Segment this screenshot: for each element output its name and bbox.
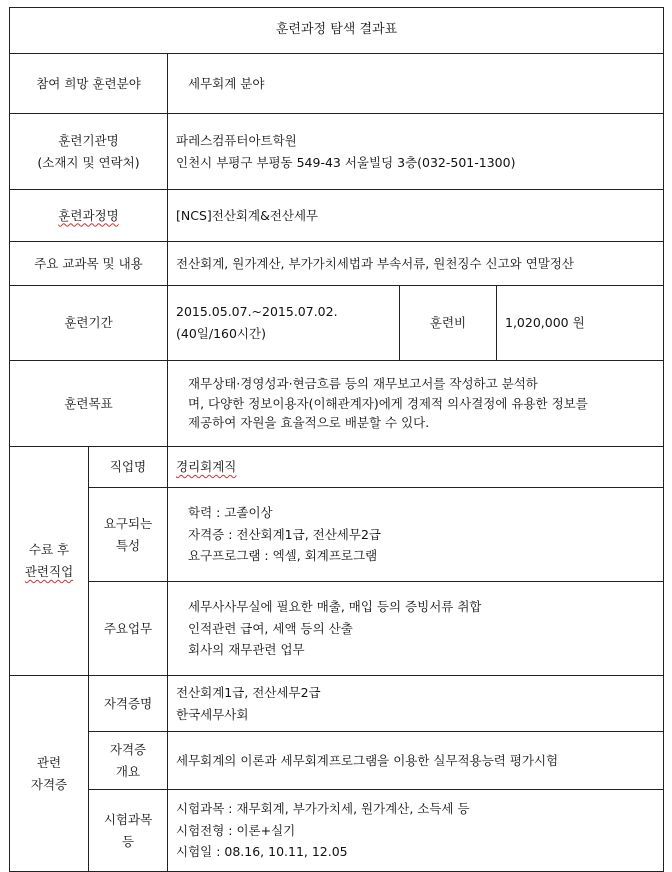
cert-label: 자격증명 bbox=[89, 676, 168, 732]
institute-label bbox=[10, 114, 168, 190]
cert-value bbox=[168, 676, 664, 732]
period-label: 훈련기간 bbox=[10, 286, 168, 361]
period-dates: 2015.05.07.~2015.07.02. bbox=[176, 304, 338, 320]
req-label bbox=[89, 488, 168, 582]
institute-label-line1: 훈련기관명 bbox=[58, 132, 119, 148]
duties-value bbox=[168, 582, 664, 676]
period-value bbox=[168, 286, 400, 361]
job-name-label: 직업명 bbox=[89, 447, 168, 488]
goal-value bbox=[168, 361, 664, 447]
institute-label-line2: (소재지 및 연락처) bbox=[37, 154, 140, 170]
course-label bbox=[10, 190, 168, 242]
training-course-result-table bbox=[9, 7, 664, 872]
institute-address: 인천시 부평구 부평동 549-43 서울빌딩 3층(032-501-1300) bbox=[176, 154, 516, 170]
certs-group-line1: 관련 bbox=[36, 754, 62, 770]
jobs-group-line1: 수료 후 bbox=[28, 542, 70, 558]
institute-value bbox=[168, 114, 664, 190]
exam-label-line2: 등 bbox=[121, 833, 135, 849]
fee-value: 1,020,000 원 bbox=[497, 286, 664, 361]
exam-line2: 시험전형 : 이론+실기 bbox=[176, 822, 296, 838]
exam-value bbox=[168, 790, 664, 872]
goal-line1: 재무상태·경영성과·현금흐름 등의 재무보고서를 작성하고 분석하 bbox=[188, 376, 538, 392]
cert-line2: 한국세무사회 bbox=[176, 706, 249, 722]
certs-group-line2: 자격증 bbox=[30, 776, 68, 792]
duties-line2: 인적관련 급여, 세액 등의 산출 bbox=[188, 620, 353, 636]
course-label-text: 훈련과정명 bbox=[58, 207, 119, 223]
fee-label: 훈련비 bbox=[400, 286, 497, 361]
period-duration: (40일/160시간) bbox=[176, 326, 266, 341]
cert-line1: 전산회계1급, 전산세무2급 bbox=[176, 684, 321, 700]
exam-line3: 시험일 : 08.16, 10.11, 12.05 bbox=[176, 844, 348, 860]
jobs-group-line2: 관련직업 bbox=[24, 564, 74, 579]
duties-line3: 회사의 재무관련 업무 bbox=[188, 642, 305, 658]
job-name-value: 경리회계직 bbox=[168, 447, 664, 488]
exam-label bbox=[89, 790, 168, 872]
certs-group-label bbox=[10, 676, 89, 872]
goal-line3: 제공하여 자원을 효율적으로 배분할 수 있다. bbox=[188, 415, 430, 431]
exam-line1: 시험과목 : 재무회계, 부가가치세, 원가계산, 소득세 등 bbox=[176, 800, 470, 816]
req-line2: 자격증 : 전산회계1급, 전산세무2급 bbox=[188, 526, 381, 542]
overview-label-line2: 개요 bbox=[115, 763, 141, 779]
subjects-value: 전산회계, 원가계산, 부가가치세법과 부속서류, 원천징수 신고와 연말정산 bbox=[168, 242, 664, 286]
course-value: [NCS]전산회계&전산세무 bbox=[168, 190, 664, 242]
overview-value: 세무회계의 이론과 세무회계프로그램을 이용한 실무적용능력 평가시험 bbox=[168, 732, 664, 790]
req-line3: 요구프로그램 : 엑셀, 회계프로그램 bbox=[188, 548, 378, 564]
document-title: 훈련과정 탐색 결과표 bbox=[10, 8, 664, 54]
req-label-line1: 요구되는 bbox=[103, 515, 153, 531]
goal-label: 훈련목표 bbox=[10, 361, 168, 447]
overview-label bbox=[89, 732, 168, 790]
duties-line1: 세무사사무실에 필요한 매출, 매입 등의 증빙서류 취합 bbox=[188, 598, 482, 614]
req-value bbox=[168, 488, 664, 582]
duties-label: 주요업무 bbox=[89, 582, 168, 676]
field-value: 세무회계 분야 bbox=[168, 54, 664, 114]
req-label-line2: 특성 bbox=[115, 537, 141, 553]
overview-label-line1: 자격증 bbox=[109, 741, 147, 757]
field-label: 참여 희망 훈련분야 bbox=[10, 54, 168, 114]
subjects-label: 주요 교과목 및 내용 bbox=[10, 242, 168, 286]
jobs-group-label bbox=[10, 447, 89, 676]
exam-label-line1: 시험과목 bbox=[103, 811, 153, 827]
institute-name: 파레스컴퓨터아트학원 bbox=[176, 132, 297, 148]
goal-line2: 며, 다양한 정보이용자(이해관계자)에게 경제적 의사결정에 유용한 정보를 bbox=[188, 395, 588, 411]
req-line1: 학력 : 고졸이상 bbox=[188, 504, 273, 520]
